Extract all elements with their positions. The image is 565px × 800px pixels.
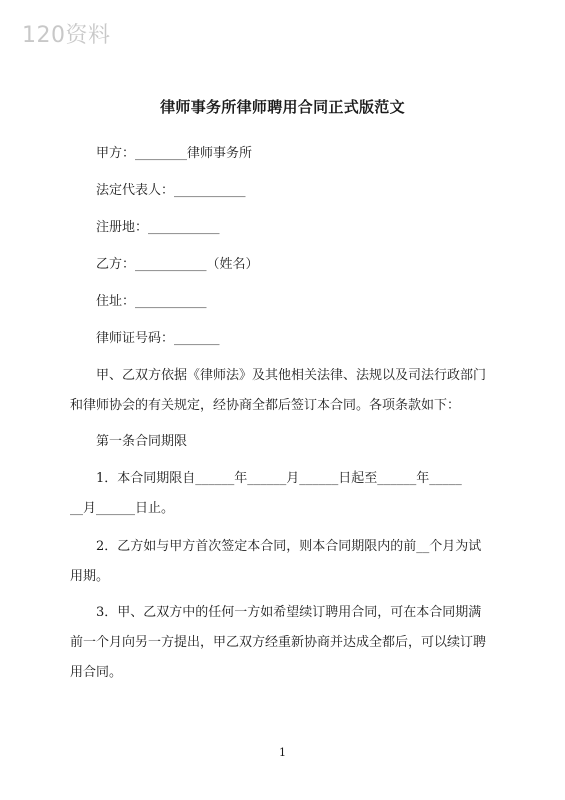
page-number: 1 (279, 746, 286, 759)
clause-2-line-1: 2．乙方如与甲方首次签定本合同，则本合同期限内的前__个月为试 (96, 539, 482, 554)
clause-1-line-1: 1．本合同期限自______年______月______日起至______年_____ (96, 471, 462, 486)
intro-line-1: 甲、乙双方依据《律师法》及其他相关法律、法规以及司法行政部门 (96, 368, 487, 383)
party-b-field: 乙方：___________（姓名） (96, 257, 259, 272)
clause-1-line-2: __月______日止。 (70, 501, 175, 516)
address-field: 住址：___________ (96, 294, 207, 309)
clause-3-line-3: 用合同。 (70, 665, 123, 680)
party-a-field: 甲方：________律师事务所 (96, 146, 253, 161)
reg-address-field: 注册地：___________ (96, 220, 220, 235)
legal-rep-field: 法定代表人：___________ (96, 183, 246, 198)
document-title: 律师事务所律师聘用合同正式版范文 (160, 98, 405, 116)
clause-2-line-2: 用期。 (70, 569, 110, 584)
intro-line-2: 和律师协会的有关规定，经协商全都后签订本合同。各项条款如下： (70, 398, 461, 413)
watermark: 120资料 (22, 23, 111, 48)
clause-3-line-1: 3．甲、乙双方中的任何一方如希望续订聘用合同，可在本合同期满 (96, 605, 482, 620)
license-no-field: 律师证号码：_______ (96, 331, 220, 346)
clause-3-line-2: 前一个月向另一方提出，甲乙双方经重新协商并达成全都后，可以续订聘 (70, 635, 487, 650)
section-1-heading: 第一条合同期限 (96, 434, 188, 449)
